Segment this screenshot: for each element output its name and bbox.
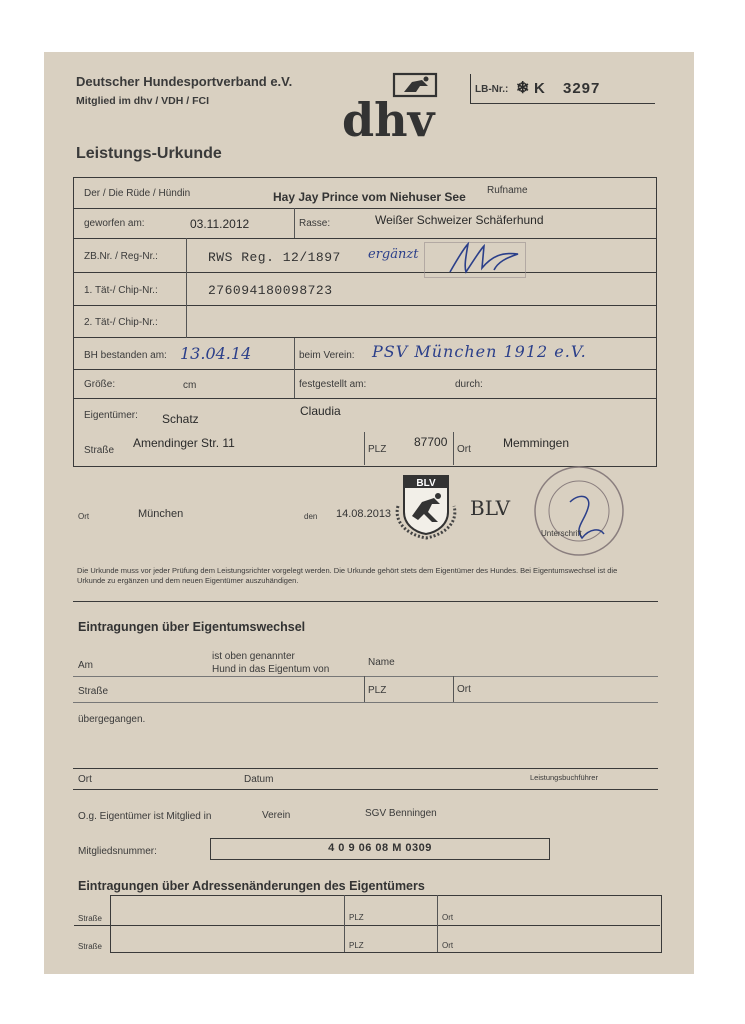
verein-label: Verein [262,810,291,821]
ownership-plz-label: PLZ [368,685,387,696]
book-label: Leistungsbuchführer [530,773,598,782]
name-label: Name [368,657,395,668]
born-label: geworfen am: [84,218,145,229]
address-row-1-ort: Ort [442,913,454,922]
issue-date: 14.08.2013 [336,508,392,520]
bh-value: 13.04.14 [180,344,252,363]
dhv-logo-text: dhv [342,93,435,142]
verein-value: SGV Benningen [365,808,437,819]
org-subtitle: Mitglied im dhv / VDH / FCI [76,95,210,107]
blv-logo [392,472,460,542]
breed-label: Rasse: [299,218,331,229]
lb-number: 3297 [563,80,601,97]
zb-note: ergänzt [368,247,419,262]
address-row-1-street: Straße [78,914,103,923]
blv-logo-text: BLV [416,478,436,489]
street-label: Straße [84,445,115,456]
size-label: Größe: [84,379,116,390]
issue-den-label: den [304,512,318,521]
ort-value: Memmingen [503,436,570,450]
plz-value: 87700 [414,435,448,449]
found-label: festgestellt am: [299,379,367,390]
address-row-2-ort: Ort [442,941,454,950]
address-row-2-plz: PLZ [349,941,364,950]
member-number-label: Mitgliedsnummer: [78,846,157,857]
club-value: PSV München 1912 e.V. [372,342,587,361]
member-label: O.g. Eigentümer ist Mitglied in [78,811,212,822]
am-label: Am [78,660,93,671]
address-row-1-plz: PLZ [349,913,364,922]
bh-label: BH bestanden am: [84,350,167,361]
lb-prefix: K [534,80,545,97]
address-changes-table [110,895,662,953]
club-label: beim Verein: [299,350,355,361]
blv-text: BLV [470,496,511,520]
by-label: durch: [455,379,483,390]
doc-title: Leistungs-Urkunde [76,145,222,162]
address-changes-title: Eintragungen über Adressenänderungen des Eigentümers [78,879,425,893]
dhv-logo [342,72,442,142]
size-unit: cm [183,380,197,391]
owner-last: Schatz [162,412,199,426]
plz-label: PLZ [368,444,387,455]
zb-label: ZB.Nr. / Reg-Nr.: [84,251,158,262]
dog-data-box [73,177,657,467]
dog-label: Der / Die Rüde / Hündin [84,188,191,199]
dog-name: Hay Jay Prince vom Niehuser See [273,190,466,204]
ownership-note-2: Hund in das Eigentum von [212,664,330,675]
lb-label: LB-Nr.: [475,84,509,95]
born-value: 03.11.2012 [190,217,250,231]
street-value: Amendinger Str. 11 [133,436,235,450]
breed-value: Weißer Schweizer Schäferhund [375,213,544,227]
official-seal [530,462,628,560]
ownership-note-1: ist oben genannter [212,651,295,662]
handwritten-signature [444,238,524,278]
ownership-title: Eintragungen über Eigentumswechsel [78,620,306,634]
datum-label: Datum [244,774,274,785]
ownership-street-label: Straße [78,686,109,697]
asterisk-icon: ❄ [516,80,530,97]
address-row-2-street: Straße [78,942,103,951]
rufname-label: Rufname [487,185,528,196]
member-number-value: 4 0 9 06 08 M 0309 [328,842,432,854]
ort-label: Ort [457,444,471,455]
issue-ort-label: Ort [78,512,90,521]
transferred-text: übergegangen. [78,714,146,725]
chip1-label: 1. Tät-/ Chip-Nr.: [84,285,158,296]
notice-text: Die Urkunde muss vor jeder Prüfung dem Leistungsrichter vorgelegt werden. Die Urkunde gehört stets dem Eigentümer des Hundes. Bei Eigentumswechsel ist die Urkunde zu ergänzen und dem neuen Eigentümer auszuhändigen. [77,566,618,585]
ownership-ort-label: Ort [457,684,471,695]
chip1-value: 276094180098723 [208,283,333,298]
signature-label: Unterschrift [541,529,582,538]
zb-value: RWS Reg. 12/1897 [208,250,341,265]
owner-label: Eigentümer: [84,410,138,421]
org-name: Deutscher Hundesportverband e.V. [76,74,293,89]
chip2-label: 2. Tät-/ Chip-Nr.: [84,317,158,328]
issue-ort-value: München [138,508,184,520]
ownership-ort2-label: Ort [78,774,92,785]
owner-first: Claudia [300,404,341,418]
